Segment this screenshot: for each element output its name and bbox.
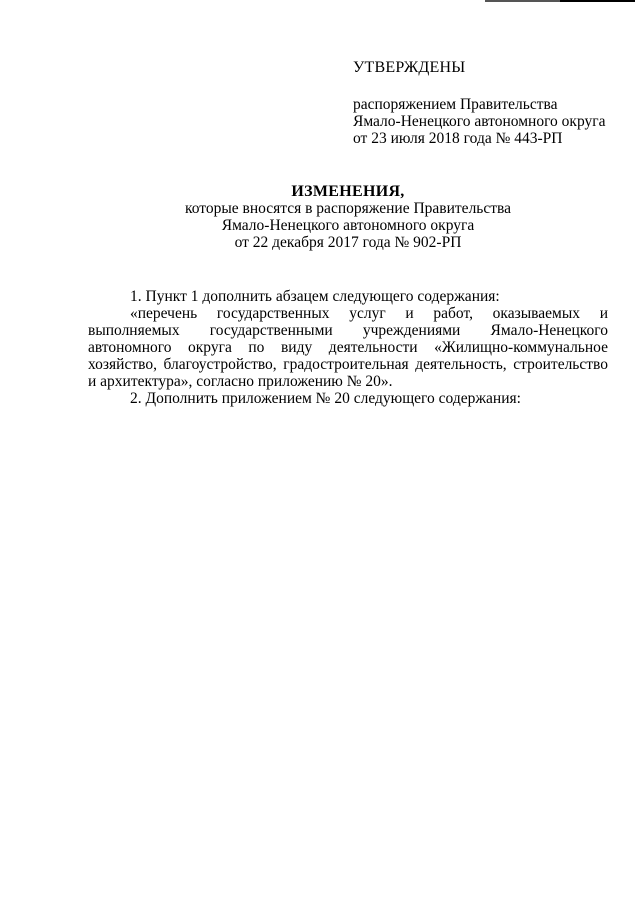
document-subtitle-line-1: которые вносятся в распоряжение Правительства — [184, 200, 512, 217]
approval-block — [353, 59, 605, 147]
document-body — [88, 288, 608, 407]
approval-line-date-number: от 23 июля 2018 года № 443-РП — [353, 130, 563, 147]
paragraph-item-1: 1. Пункт 1 дополнить абзацем следующего содержания: — [130, 288, 500, 305]
paragraph-item-2: 2. Дополнить приложением № 20 следующего содержания: — [130, 390, 521, 407]
document-subtitle-line-3: от 22 декабря 2017 года № 902-РП — [234, 234, 462, 251]
paragraph-quoted-addition: «перечень государственных услуг и работ, оказываемых и выполняемых государственными учреждениями Ямало-Ненецкого автономного округа по виду деятельности «Жилищно-коммунальное хозяйство, благоустройство, градостроительная деятельность, строительство и архитектура», согласно приложению № 20». — [88, 305, 608, 390]
approval-line-region: Ямало-Ненецкого автономного округа — [353, 113, 606, 130]
document-subtitle-line-2: Ямало-Ненецкого автономного округа — [221, 217, 475, 234]
document-title: ИЗМЕНЕНИЯ, — [291, 183, 405, 200]
top-edge-rule — [485, 0, 635, 2]
document-heading — [88, 183, 608, 251]
approval-line-authority: распоряжением Правительства — [353, 96, 558, 113]
approval-stamp: УТВЕРЖДЕНЫ — [353, 59, 466, 76]
